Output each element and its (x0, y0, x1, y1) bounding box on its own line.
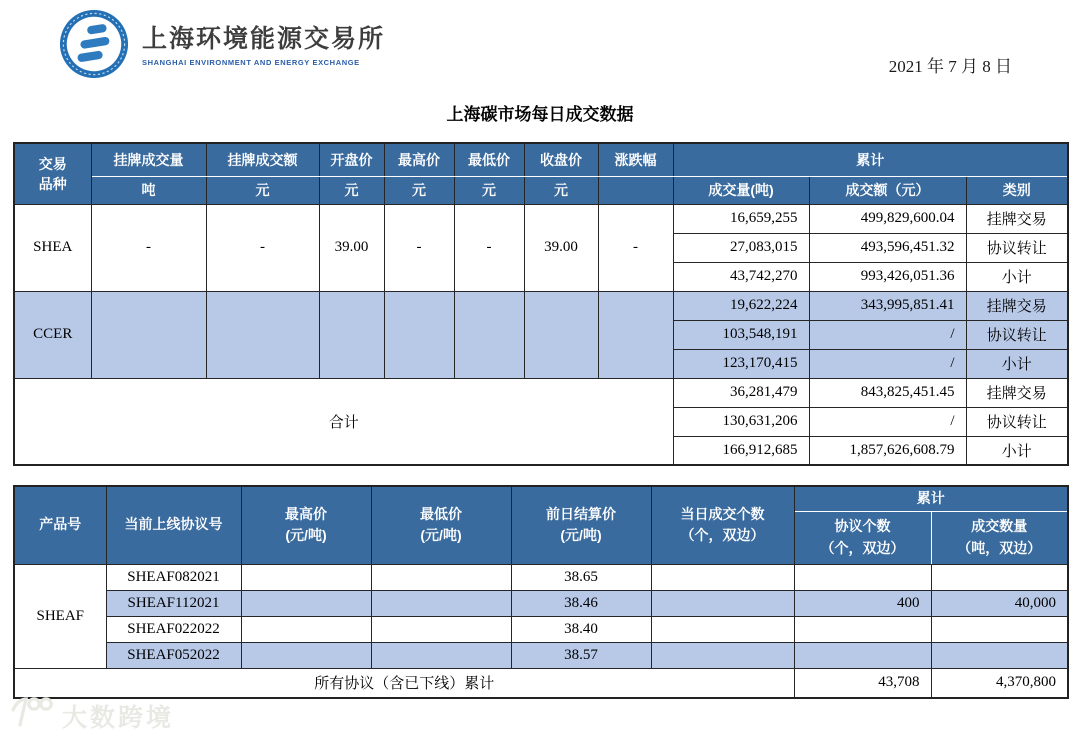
t1-shea-cum-amount: 499,829,600.04 (809, 204, 966, 233)
t2-col-day-count-l1: 当日成交个数 (680, 505, 765, 522)
t2-cum-qty (931, 642, 1068, 668)
t1-ccer-cum-volume: 103,548,191 (673, 320, 809, 349)
report-date: 2021 年 7 月 8 日 (888, 57, 1012, 76)
t2-row-4 (14, 642, 1068, 668)
t1-ccer-cum-amount: / (809, 349, 966, 378)
t1-col-variety-l2: 品种 (38, 175, 67, 192)
t1-shea-cum-category: 小计 (966, 262, 1068, 291)
t1-ccer-cum-volume: 123,170,415 (673, 349, 809, 378)
t2-footer-cum-qty: 4,370,800 (931, 668, 1068, 698)
t2-col-day-count-l2: （个，双边） (680, 527, 765, 544)
t1-total-cum-category: 小计 (966, 436, 1068, 465)
t1-ccer-cum-category: 挂牌交易 (966, 291, 1068, 320)
t2-col-cum-qty (931, 511, 1068, 564)
t1-shea-close: 39.00 (524, 204, 598, 291)
t1-shea-cum-amount: 493,596,451.32 (809, 233, 966, 262)
t1-col-cumulative: 累计 (673, 143, 1068, 176)
t2-product-name: SHEAF (14, 564, 106, 668)
t2-low (371, 616, 511, 642)
t2-cum-count: 400 (794, 590, 931, 616)
t1-shea-high: - (384, 204, 454, 291)
daily-trade-table (13, 142, 1069, 466)
forward-products-table (13, 485, 1069, 699)
t1-unit-yuan: 元 (384, 176, 454, 204)
t1-header-row-1 (14, 143, 1068, 176)
t1-col-open: 开盘价 (319, 143, 384, 176)
t2-high (241, 642, 371, 668)
t1-shea-cum-volume: 16,659,255 (673, 204, 809, 233)
t2-col-cum-count (794, 511, 931, 564)
t1-shea-cum-volume: 43,742,270 (673, 262, 809, 291)
t2-col-settle-l1: 前日结算价 (546, 505, 616, 522)
t2-cum-count (794, 564, 931, 590)
t1-total-cum-volume: 166,912,685 (673, 436, 809, 465)
t1-unit-ton: 吨 (91, 176, 206, 204)
t1-total-cum-amount: / (809, 407, 966, 436)
t2-col-cum-qty-l2: （吨，双边） (957, 539, 1042, 556)
t1-total-cum-volume: 36,281,479 (673, 378, 809, 407)
t2-col-protocol: 当前上线协议号 (106, 486, 241, 564)
page-title: 上海碳市场每日成交数据 (446, 105, 634, 124)
t2-col-high-l2: (元/吨) (285, 527, 327, 544)
t1-ccer-change (598, 291, 673, 378)
t2-day-count (651, 642, 794, 668)
t1-unit-empty (598, 176, 673, 204)
t1-shea-cum-category: 挂牌交易 (966, 204, 1068, 233)
t1-shea-change: - (598, 204, 673, 291)
t1-unit-yuan: 元 (319, 176, 384, 204)
t1-ccer-row-1 (14, 291, 1068, 320)
exchange-badge-icon (58, 8, 130, 85)
t1-ccer-cum-category: 小计 (966, 349, 1068, 378)
t2-col-high-l1: 最高价 (285, 505, 327, 522)
t2-footer-row (14, 668, 1068, 698)
t2-protocol: SHEAF112021 (106, 590, 241, 616)
t2-day-count (651, 616, 794, 642)
brand-block (58, 8, 385, 85)
org-name-cn: 上海环境能源交易所 (142, 24, 386, 53)
t1-col-change: 涨跌幅 (598, 143, 673, 176)
t1-col-close: 收盘价 (524, 143, 598, 176)
t2-low (371, 642, 511, 668)
t1-unit-yuan: 元 (524, 176, 598, 204)
t1-ccer-open (319, 291, 384, 378)
t2-high (241, 590, 371, 616)
t1-col-listed-amount: 挂牌成交额 (206, 143, 319, 176)
t1-ccer-low (454, 291, 524, 378)
t2-day-count (651, 590, 794, 616)
t1-total-cum-category: 协议转让 (966, 407, 1068, 436)
t2-col-low (371, 486, 511, 564)
t2-day-count (651, 564, 794, 590)
t2-settle: 38.40 (511, 616, 651, 642)
t1-ccer-listed-volume (91, 291, 206, 378)
t1-ccer-close (524, 291, 598, 378)
t1-total-cum-category: 挂牌交易 (966, 378, 1068, 407)
t1-col-variety (14, 143, 91, 204)
t2-protocol: SHEAF052022 (106, 642, 241, 668)
t2-high (241, 564, 371, 590)
t2-footer-cum-count: 43,708 (794, 668, 931, 698)
t2-col-low-l2: (元/吨) (420, 527, 462, 544)
t1-shea-name: SHEA (14, 204, 91, 291)
t1-col-high: 最高价 (384, 143, 454, 176)
watermark (10, 696, 174, 735)
t2-col-cum-count-l2: （个，双边） (820, 539, 905, 556)
t1-total-cum-volume: 130,631,206 (673, 407, 809, 436)
t2-col-cumulative: 累计 (794, 486, 1068, 511)
t1-col-listed-volume: 挂牌成交量 (91, 143, 206, 176)
t1-shea-open: 39.00 (319, 204, 384, 291)
t2-high (241, 616, 371, 642)
t2-low (371, 564, 511, 590)
t1-total-label: 合计 (14, 378, 673, 465)
t1-total-cum-amount: 843,825,451.45 (809, 378, 966, 407)
t2-col-low-l1: 最低价 (420, 505, 462, 522)
t1-shea-listed-volume: - (91, 204, 206, 291)
t1-header-row-2 (14, 176, 1068, 204)
t1-shea-low: - (454, 204, 524, 291)
t1-shea-cum-amount: 993,426,051.36 (809, 262, 966, 291)
t1-unit-yuan: 元 (206, 176, 319, 204)
t2-settle: 38.57 (511, 642, 651, 668)
t1-ccer-high (384, 291, 454, 378)
t2-row-1 (14, 564, 1068, 590)
watermark-text: 大数跨境 (62, 703, 175, 732)
t2-col-settle-l2: (元/吨) (560, 527, 602, 544)
t1-unit-yuan: 元 (454, 176, 524, 204)
t1-shea-cum-volume: 27,083,015 (673, 233, 809, 262)
t1-ccer-listed-amount (206, 291, 319, 378)
t1-total-cum-amount: 1,857,626,608.79 (809, 436, 966, 465)
org-name-en: SHANGHAI ENVIRONMENT AND ENERGY EXCHANGE (142, 58, 360, 68)
hundred-swoosh-icon (10, 696, 62, 735)
t1-total-row-1 (14, 378, 1068, 407)
t2-cum-count (794, 616, 931, 642)
t1-ccer-cum-category: 协议转让 (966, 320, 1068, 349)
t1-col-cum-volume: 成交量(吨) (673, 176, 809, 204)
t1-col-cum-category: 类别 (966, 176, 1068, 204)
t2-col-cum-count-l1: 协议个数 (834, 517, 891, 534)
t2-protocol: SHEAF022022 (106, 616, 241, 642)
t2-col-cum-qty-l1: 成交数量 (971, 517, 1028, 534)
t1-shea-row-1 (14, 204, 1068, 233)
t2-header-row-1 (14, 486, 1068, 511)
t1-ccer-cum-volume: 19,622,224 (673, 291, 809, 320)
t1-shea-cum-category: 协议转让 (966, 233, 1068, 262)
t1-ccer-name: CCER (14, 291, 91, 378)
t2-cum-qty (931, 616, 1068, 642)
t2-col-high (241, 486, 371, 564)
page-header (0, 0, 1080, 88)
t2-row-2 (14, 590, 1068, 616)
t2-settle: 38.46 (511, 590, 651, 616)
t1-col-low: 最低价 (454, 143, 524, 176)
t2-col-product: 产品号 (14, 486, 106, 564)
t1-shea-listed-amount: - (206, 204, 319, 291)
t2-cum-count (794, 642, 931, 668)
t2-settle: 38.65 (511, 564, 651, 590)
t2-footer-label: 所有协议（含已下线）累计 (14, 668, 794, 698)
t1-col-variety-l1: 交易 (38, 155, 67, 172)
t2-cum-qty (931, 564, 1068, 590)
t1-ccer-cum-amount: / (809, 320, 966, 349)
t2-cum-qty: 40,000 (931, 590, 1068, 616)
t2-col-settle (511, 486, 651, 564)
brand-text (142, 26, 385, 68)
t2-col-day-count (651, 486, 794, 564)
t1-ccer-cum-amount: 343,995,851.41 (809, 291, 966, 320)
t2-low (371, 590, 511, 616)
t2-protocol: SHEAF082021 (106, 564, 241, 590)
t1-col-cum-amount: 成交额（元） (809, 176, 966, 204)
t2-row-3 (14, 616, 1068, 642)
